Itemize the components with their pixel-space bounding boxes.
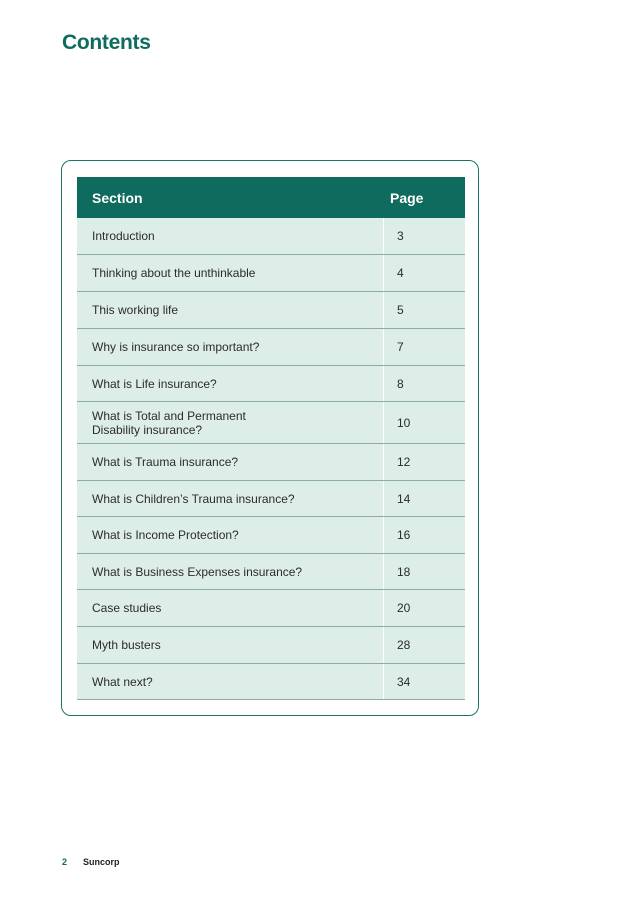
table-row[interactable] [77, 627, 465, 664]
table-row[interactable] [77, 255, 465, 292]
row-section-title: Myth busters [92, 638, 161, 652]
table-row[interactable] [77, 664, 465, 700]
table-row[interactable] [77, 292, 465, 329]
row-section-title: What is Total and Permanent Disability insurance? [92, 408, 246, 437]
table-header [77, 177, 465, 218]
row-page-number: 16 [383, 517, 465, 553]
page-title: Contents [62, 31, 151, 54]
row-page-number: 14 [383, 481, 465, 516]
table-row[interactable] [77, 590, 465, 627]
row-section-title: What is Life insurance? [92, 376, 217, 391]
row-section-title: Case studies [92, 601, 162, 615]
row-page-number: 34 [383, 664, 465, 699]
row-section-title: What is Business Expenses insurance? [92, 564, 303, 579]
table-row[interactable] [77, 402, 465, 444]
table-row[interactable] [77, 554, 465, 590]
row-page-number: 28 [383, 627, 465, 663]
table-row[interactable] [77, 444, 465, 481]
footer-brand: Suncorp [83, 857, 120, 867]
row-page-number: 8 [383, 366, 465, 401]
row-section-title: What is Trauma insurance? [92, 455, 239, 469]
row-page-number: 7 [383, 329, 465, 365]
row-section-title: What is Income Protection? [92, 528, 239, 542]
page-column-header: Page [390, 189, 424, 206]
row-page-number: 4 [383, 255, 465, 291]
contents-table [77, 177, 465, 700]
row-page-number: 12 [383, 444, 465, 480]
row-section-title: Why is insurance so important? [92, 340, 260, 354]
footer-page-number: 2 [62, 857, 68, 867]
row-section-title: What is Children’s Trauma insurance? [92, 491, 295, 506]
section-column-header: Section [92, 189, 143, 206]
table-row[interactable] [77, 329, 465, 366]
row-page-number: 20 [383, 590, 465, 626]
row-page-number: 3 [383, 218, 465, 254]
table-row[interactable] [77, 218, 465, 255]
row-section-title: This working life [92, 303, 179, 317]
row-page-number: 10 [383, 402, 465, 443]
row-page-number: 18 [383, 554, 465, 589]
table-row[interactable] [77, 481, 465, 517]
table-row[interactable] [77, 366, 465, 402]
row-page-number: 5 [383, 292, 465, 328]
row-section-title: Introduction [92, 229, 155, 243]
row-section-title: Thinking about the unthinkable [92, 266, 256, 280]
row-section-title: What next? [92, 674, 153, 689]
table-row[interactable] [77, 517, 465, 554]
